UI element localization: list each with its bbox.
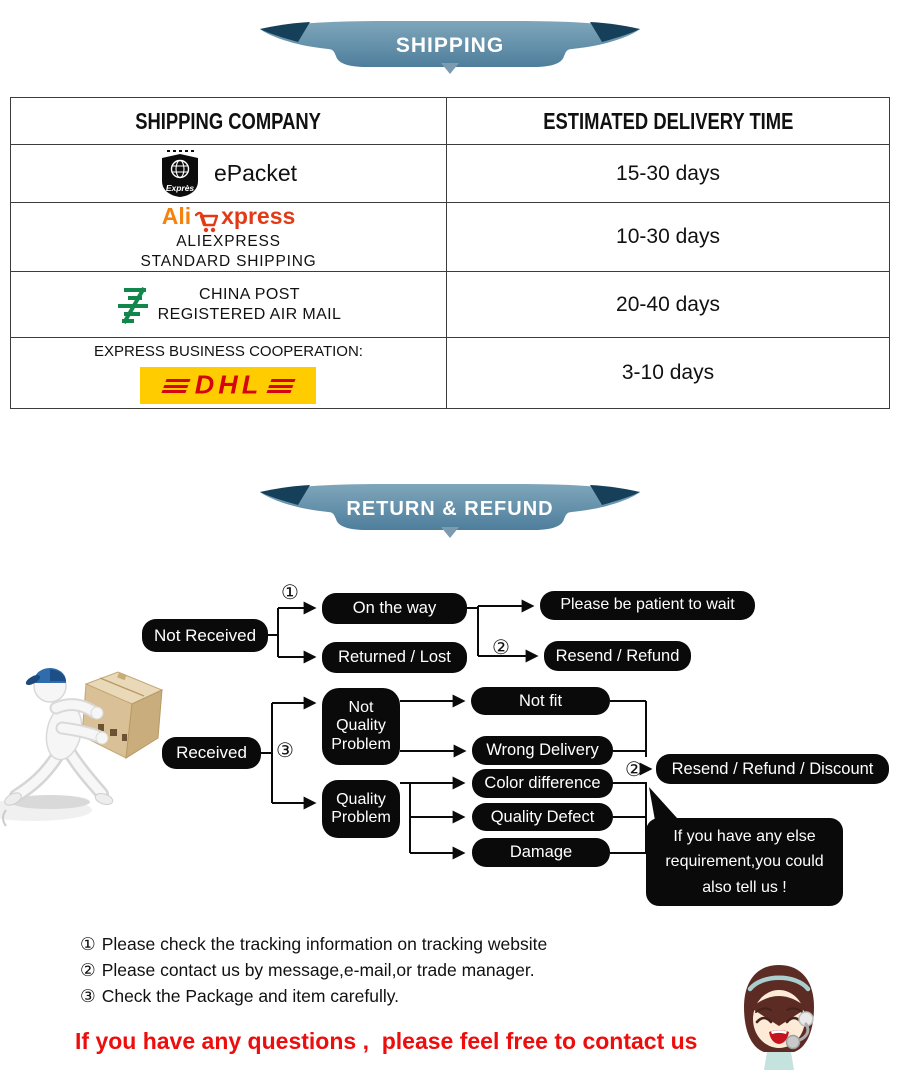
epacket-logo: [160, 150, 200, 198]
table-row: [11, 337, 889, 408]
carrier-name-line1: CHINA POST: [199, 285, 300, 303]
flow-node-returned-lost: Returned / Lost: [322, 642, 467, 673]
step-circle-2b: ②: [625, 757, 643, 781]
express-cooperation-label: EXPRESS BUSINESS COOPERATION:: [94, 342, 363, 360]
carrier-name-line2: STANDARD SHIPPING: [140, 253, 317, 271]
flow-node-quality-defect: Quality Defect: [472, 803, 613, 831]
note-line-1: ① Please check the tracking information on tracking website: [80, 934, 548, 955]
step-circle-3: ③: [276, 738, 294, 762]
return-banner-title: RETURN & REFUND: [346, 498, 554, 520]
flow-node-not-received: Not Received: [142, 619, 268, 652]
chinapost-logo: [116, 285, 150, 325]
flow-node-not-quality-problem: Not Quality Problem: [322, 688, 400, 765]
shipping-banner-title: SHIPPING: [395, 34, 505, 57]
speech-bubble: If you have any else requirement,you could also tell us !: [646, 818, 843, 906]
flow-node-damage: Damage: [472, 838, 610, 867]
shipping-table: [10, 97, 890, 409]
note-line-3: ③ Check the Package and item carefully.: [80, 986, 400, 1007]
contact-message: If you have any questions , please feel free to contact us: [75, 1028, 698, 1054]
step-circle-2: ②: [492, 635, 510, 659]
dhl-stripes-left: [161, 379, 190, 393]
step-circle-1: ①: [281, 580, 299, 604]
delivery-time: 20-40 days: [616, 292, 720, 316]
dhl-logo-text: DHL: [194, 371, 263, 400]
table-row: [11, 144, 889, 202]
delivery-time: 15-30 days: [616, 161, 720, 185]
aliexpress-logo-ali: Ali: [161, 203, 192, 230]
support-girl-illustration: [738, 962, 820, 1072]
note-line-2: ② Please contact us by message,e-mail,or trade manager.: [80, 960, 535, 981]
flow-node-not-fit: Not fit: [471, 687, 610, 715]
flow-node-received: Received: [162, 737, 261, 769]
down-arrow-icon: [441, 63, 459, 74]
flow-node-color-difference: Color difference: [472, 769, 613, 798]
flow-node-resend-refund-discount: Resend / Refund / Discount: [656, 754, 889, 784]
epacket-shield-text: Exprès: [165, 182, 195, 193]
dhl-stripes-right: [267, 379, 296, 393]
return-refund-ribbon-banner: [258, 481, 642, 533]
carrier-name-line2: REGISTERED AIR MAIL: [157, 305, 342, 323]
dhl-logo: [140, 367, 316, 404]
column-header-delivery-time: ESTIMATED DELIVERY TIME: [542, 107, 794, 134]
aliexpress-logo: [162, 201, 296, 231]
flow-node-wrong-delivery: Wrong Delivery: [472, 736, 613, 765]
table-row: [11, 202, 889, 271]
carrier-name-line1: ALIEXPRESS: [176, 232, 281, 250]
flow-node-resend-refund: Resend / Refund: [544, 641, 691, 671]
flow-node-on-the-way: On the way: [322, 593, 467, 624]
return-refund-flowchart: [0, 560, 900, 920]
delivery-time: 10-30 days: [616, 225, 720, 248]
aliexpress-cart-icon: [192, 210, 220, 234]
notes-list: [80, 932, 547, 1010]
down-arrow-icon: [441, 527, 459, 538]
table-header-row: [11, 98, 889, 144]
carrier-name-epacket: ePacket: [213, 160, 298, 186]
column-header-shipping-company: SHIPPING COMPANY: [135, 107, 322, 134]
delivery-time: 3-10 days: [621, 361, 715, 384]
flow-node-please-be-patient: Please be patient to wait: [540, 591, 755, 620]
table-row: [11, 271, 889, 337]
aliexpress-logo-xpress: xpress: [221, 203, 296, 230]
flow-node-quality-problem: Quality Problem: [322, 780, 400, 838]
